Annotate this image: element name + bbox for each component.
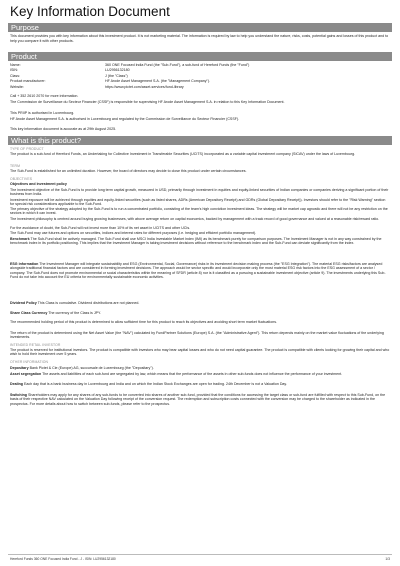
product-value: 360 ONE Focused India Fund (the "Sub-Fund"), a sub-fund of Hereford Funds (the "Fund") — [105, 63, 250, 67]
page-number: 1/3 — [385, 557, 390, 561]
objectives-paragraph: The investment objective of the Sub-Fund is to provide long term capital growth, measured in USD, primarily through investment in equities and equity-linked securities of Indian companies or companies deriving a significant portion of their business from India. — [10, 188, 389, 197]
segregation-text: The assets and liabilities of each sub-fund are segregated by law, which means that the performance of the assets in other sub-funds does not influence the performance of your investment. — [42, 372, 343, 376]
dividend-paragraph — [10, 301, 390, 305]
document-title: Key Information Document — [10, 4, 170, 19]
purpose-text: This document provides you with key information about this investment product. It is not marketing material. The information is required by law to help you understand the nature, risks, costs, potential gains and losses of this product and to help you compare it with other products. — [10, 34, 389, 43]
accuracy-statement: This key information document is accurate as at 29th August 2025. — [10, 127, 117, 131]
share-class-label: Share Class Currency — [10, 311, 48, 315]
authorisation-statement: HF Arode Asset Management S.A. is authorised in Luxembourg and regulated by the Commission de Surveillance du Secteur Financier (CSSF). — [10, 117, 240, 121]
dividend-text: This Class is cumulative. Dividend distributions are not planned. — [37, 301, 140, 305]
footer-divider — [8, 554, 392, 555]
objectives-paragraph: For the avoidance of doubt, the Sub-Fund will not invest more than 10% of its net asset in UCITS and other UCIs. — [10, 226, 191, 230]
share-class-text: The currency of the Class is JPY. — [48, 311, 101, 315]
product-details-table — [10, 63, 249, 90]
segregation-paragraph — [10, 372, 390, 376]
retail-investor-label: INTENDED RETAIL INVESTOR — [10, 343, 61, 347]
objectives-paragraph: The primary objective of the strategy adopted by the Sub-Fund is to run a concentrated portfolio, consisting of the team's high conviction investment ideas. The strategy will be market cap agnostic and there will not be any restriction on the sectors in which it can invest. — [10, 207, 388, 216]
product-row-website — [10, 85, 249, 90]
product-label: Class: — [10, 73, 20, 78]
switching-label: Switching — [10, 393, 27, 397]
purpose-section-header: Purpose — [8, 23, 392, 32]
product-website-link[interactable]: https://www.pictet.com/asset-services/fund-library — [105, 84, 184, 89]
what-section-header: What is this product? — [8, 136, 392, 145]
other-information-label: OTHER INFORMATION — [10, 360, 48, 364]
depositary-paragraph — [10, 366, 390, 370]
product-value: HF Arode Asset Management S.A. (the "Management Company"). — [105, 79, 211, 84]
product-label: ISIN: — [10, 68, 18, 73]
esg-text: The Investment Manager will integrate sustainability and ESG (Environmental, Social, Governance) risks in its investment decision making process (the "ESG Integration"). The material ESG risks/factors are analysed alongside traditional financial factors and are considered in forming investment decisions. The approach would be sector specific and would incorporate only the most material ESG risk factors into the ESG assessment of a sector / company. The Sub-Fund does not promote environmental or social characteristics within the meaning of SFDR (article 8) nor is it classified as a pursuing a sustainable investment objective (article 9). The investments underlying this Sub-Fund do not take into account the EU criteria for environmentally sustainable economic activities. — [10, 262, 386, 280]
dealing-label: Dealing — [10, 382, 23, 386]
product-label: Product manufacturer: — [10, 79, 46, 84]
footer-text: Hereford Funds 360 ONE Focused India Fund - J - ISIN: LU2956132180 — [10, 557, 116, 561]
benchmark-text: The Sub-Fund shall be actively managed. The Sub-Fund shall use MSCI India Investable Market Index (IMI) as its benchmark purely for comparison purposes. The Investment Manager is not in any way constrained by the benchmark index in its portfolio positioning. This implies that the Investment Manager is taking investment decisions without reference to the benchmark index and the Sub-Fund can deviate significantly from the index. — [10, 237, 382, 246]
switching-paragraph — [10, 393, 390, 406]
benchmark-label: Benchmark — [10, 237, 30, 241]
product-label: Website: — [10, 84, 24, 89]
product-section-header: Product — [8, 52, 392, 61]
product-value: J (the "Class") — [105, 73, 128, 78]
product-label: Name: — [10, 63, 21, 67]
retail-investor-text: The product is reserved for institutional investors. The product is compatible with investors who may bear capital losses and who do not need capital guarantee. The product is compatible with clients looking for growing their capital and who wish to hold their investment over 5 years. — [10, 348, 390, 357]
type-text: The product is a sub-fund of Hereford Funds, an Undertaking for Collective Investment in Transferable Securities (UCITS) incorporated as a variable capital investment company (SICAV) under the laws of Luxembourg. — [10, 152, 356, 156]
product-value: LU2956132180 — [105, 68, 130, 73]
return-text: The return of the product is determined using the Net Asset Value (the "NAV") calculated by FundPartner Solutions (Europe) S.A. (the "Administrative Agent"). This return depends mainly on the market value fluctuations of the underlying investments. — [10, 331, 384, 340]
depositary-text: Bank Pictet & Cie (Europe) AG, succursale de Luxembourg (the "Depositary"). — [29, 366, 154, 370]
objectives-heading: Objectives and investment policy — [10, 182, 67, 186]
objectives-paragraph: Investment exposure will be achieved through equities and equity-linked securities (such as listed shares, ADRs (American Depository Receipt) and GDRs (Global Depositary Receipt)). Investors should refer to the "Risk Warning" section for special risk considerations applicable to the Sub-Fund. — [10, 198, 386, 207]
type-label: TYPE OF PRODUCT — [10, 147, 44, 151]
cssf-statement: The Commission de Surveillance du Secteur Financier (CSSF) is responsible for supervising HF Arode Asset Management S.A. in relation to this Key Information Document. — [10, 100, 285, 104]
share-class-paragraph — [10, 311, 390, 315]
holding-period-text: The recommended holding period of this product is determined to allow sufficient time for this product to reach its objectives and avoiding short term market fluctuations. — [10, 320, 278, 324]
esg-paragraph — [10, 262, 390, 280]
priip-statement: This PRIIP is authorised in Luxembourg. — [10, 111, 75, 115]
dealing-paragraph — [10, 382, 390, 386]
benchmark-paragraph — [10, 237, 390, 246]
call-info: Call + 352 2610 2070 for more information. — [10, 94, 79, 98]
esg-label: ESG information — [10, 262, 39, 266]
objectives-label: OBJECTIVES — [10, 177, 33, 181]
term-label: TERM — [10, 164, 21, 168]
objectives-paragraph: The investment philosophy is centred around buying growing businesses, with above average return on capital economics, backed by management with a track record of good governance and valued at a reasonable risk/reward ratio. — [10, 217, 380, 221]
dividend-label: Dividend Policy — [10, 301, 37, 305]
dealing-text: Each day that is a bank business day in Luxembourg and India and on which the Indian Stock Exchanges are open for trading. 24th December is not a Valuation Day. — [23, 382, 287, 386]
term-text: The Sub-Fund is established for an unlimited duration. However, the board of directors may decide to close this product under certain circumstances. — [10, 169, 247, 173]
segregation-label: Asset segregation — [10, 372, 42, 376]
switching-text: Shareholders may apply for any shares of any sub-funds to be converted into shares of another sub-fund, provided that the conditions for accessing the target class or sub-fund are fulfilled with respect to this Sub-Fund, on the basis of their respective NAV calculated on the Valuation Day following receipt of the conversion request. The redemption and subscription costs connected with the conversion may be charged to the shareholder as indicated in the prospectus. For more details about how to switch between sub-funds, please refer to the prospectus. — [10, 393, 386, 406]
depositary-label: Depositary — [10, 366, 29, 370]
objectives-paragraph: The Sub-Fund may use futures and options on securities, indices and interest rates for different purposes (i.e. hedging and efficient portfolio management). — [10, 231, 257, 235]
